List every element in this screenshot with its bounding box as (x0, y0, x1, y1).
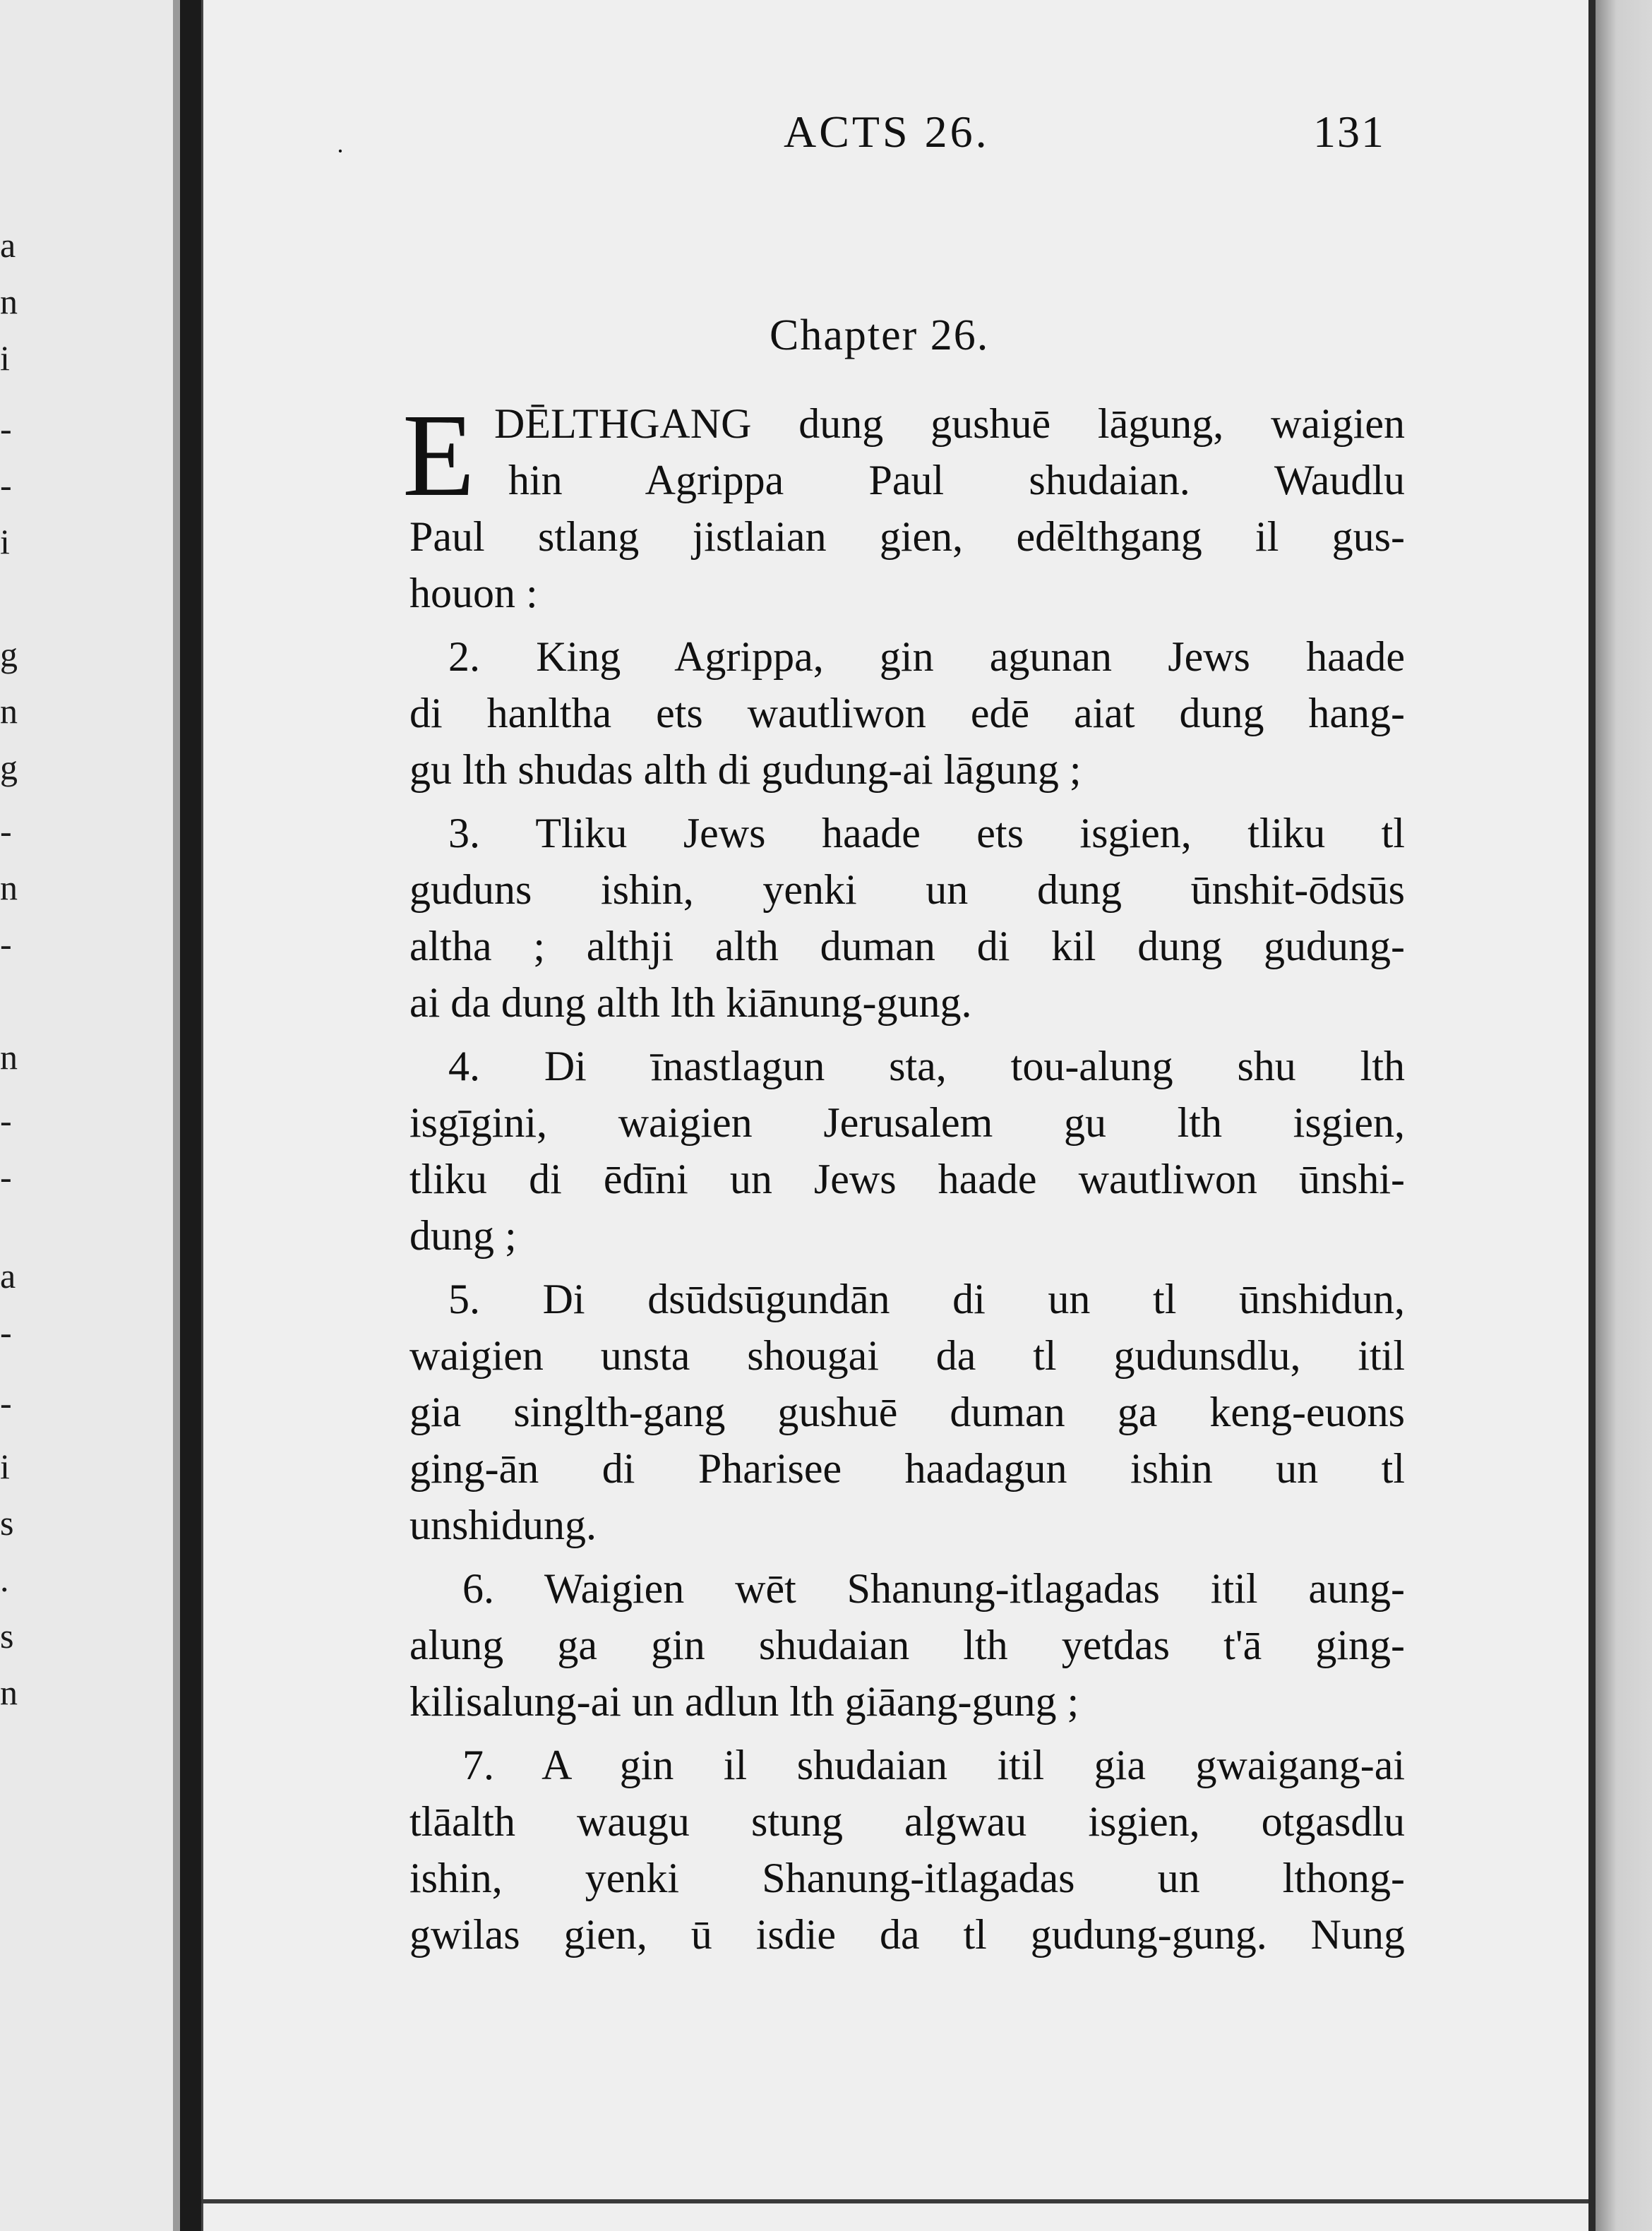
text-line: kilisalung-ai un adlun lth giāang-gung ; (409, 1678, 1079, 1725)
text-line: altha ; althji alth duman di kil dung gudung- (409, 923, 1405, 969)
margin-letter: - (0, 1157, 12, 1197)
margin-letter: i (0, 522, 10, 561)
text-line: hin Agrippa Paul shudaian. Waudlu (508, 457, 1405, 503)
text-line: DĒLTHGANG dung gushuē lāgung, waigien (494, 400, 1405, 447)
text-line: 7. A gin il shudaian itil gia gwaigang-ai (462, 1742, 1405, 1788)
text-line: alung ga gin shudaian lth yetdas t'ā ging- (409, 1622, 1405, 1668)
margin-letter: - (0, 1312, 12, 1352)
margin-letter: n (0, 691, 18, 731)
margin-letter: g (0, 748, 18, 787)
text-line: gwilas gien, ū isdie da tl gudung-gung. Nung (409, 1911, 1405, 1958)
text-line: dung ; (409, 1212, 517, 1259)
text-line: gu lth shudas alth di gudung-ai lāgung ; (409, 746, 1082, 793)
text-line: 2. King Agrippa, gin agunan Jews haade (448, 633, 1405, 680)
text-line: gia singlth-gang gushuē duman ga keng-euons (409, 1389, 1405, 1435)
margin-letter: i (0, 338, 10, 378)
text-line: houon : (409, 570, 538, 616)
margin-letter: i (0, 1447, 10, 1486)
text-line: tliku di ēdīni un Jews haade wautliwon ūnshi- (409, 1156, 1405, 1202)
margin-letter: a (0, 225, 16, 265)
margin-letter: . (0, 1560, 9, 1599)
margin-letter: s (0, 1503, 14, 1543)
margin-letter: n (0, 282, 18, 321)
text-line: unshidung. (409, 1502, 597, 1548)
text-line: 4. Di īnastlagun sta, tou-alung shu lth (448, 1043, 1405, 1089)
header-mark: · (336, 137, 345, 165)
margin-letter: - (0, 409, 12, 448)
margin-letter: - (0, 465, 12, 505)
page-edge (1588, 0, 1652, 2231)
margin-letter: s (0, 1616, 14, 1656)
page-number: 131 (1313, 107, 1385, 157)
text-line: di hanltha ets wautliwon edē aiat dung hang- (409, 690, 1405, 736)
text-line: tlāalth waugu stung algwau isgien, otgasdlu (409, 1798, 1405, 1845)
margin-letter: n (0, 1037, 18, 1077)
chapter-title: Chapter 26. (770, 311, 990, 359)
text-line: ging-ān di Pharisee haadagun ishin un tl (409, 1445, 1405, 1492)
margin-letter: - (0, 1383, 12, 1423)
text-line: isgīgini, waigien Jerusalem gu lth isgien, (409, 1099, 1405, 1146)
drop-cap: E (402, 390, 475, 521)
book-gutter (180, 0, 201, 2231)
margin-letter: g (0, 635, 18, 674)
text-line: waigien unsta shougai da tl gudunsdlu, itil (409, 1332, 1405, 1379)
facing-page-fragment (0, 0, 173, 2231)
margin-letter: - (0, 924, 12, 964)
margin-letter: n (0, 868, 18, 907)
text-line: 3. Tliku Jews haade ets isgien, tliku tl (448, 810, 1405, 856)
text-line: 6. Waigien wēt Shanung-itlagadas itil aung- (462, 1565, 1405, 1612)
text-line: Paul stlang jistlaian gien, edēlthgang il gus- (409, 513, 1405, 560)
margin-letter: - (0, 1101, 12, 1140)
margin-letter: a (0, 1256, 16, 1296)
text-line: ishin, yenki Shanung-itlagadas un lthong- (409, 1855, 1405, 1901)
margin-letter: - (0, 811, 12, 851)
text-line: 5. Di dsūdsūgundān di un tl ūnshidun, (448, 1276, 1405, 1322)
text-line: guduns ishin, yenki un dung ūnshit-ōdsūs (409, 866, 1405, 913)
text-line: ai da dung alth lth kiānung-gung. (409, 979, 972, 1026)
running-head: ACTS 26. (784, 107, 990, 157)
page-bottom-edge (201, 2199, 1588, 2203)
margin-letter: n (0, 1673, 18, 1712)
